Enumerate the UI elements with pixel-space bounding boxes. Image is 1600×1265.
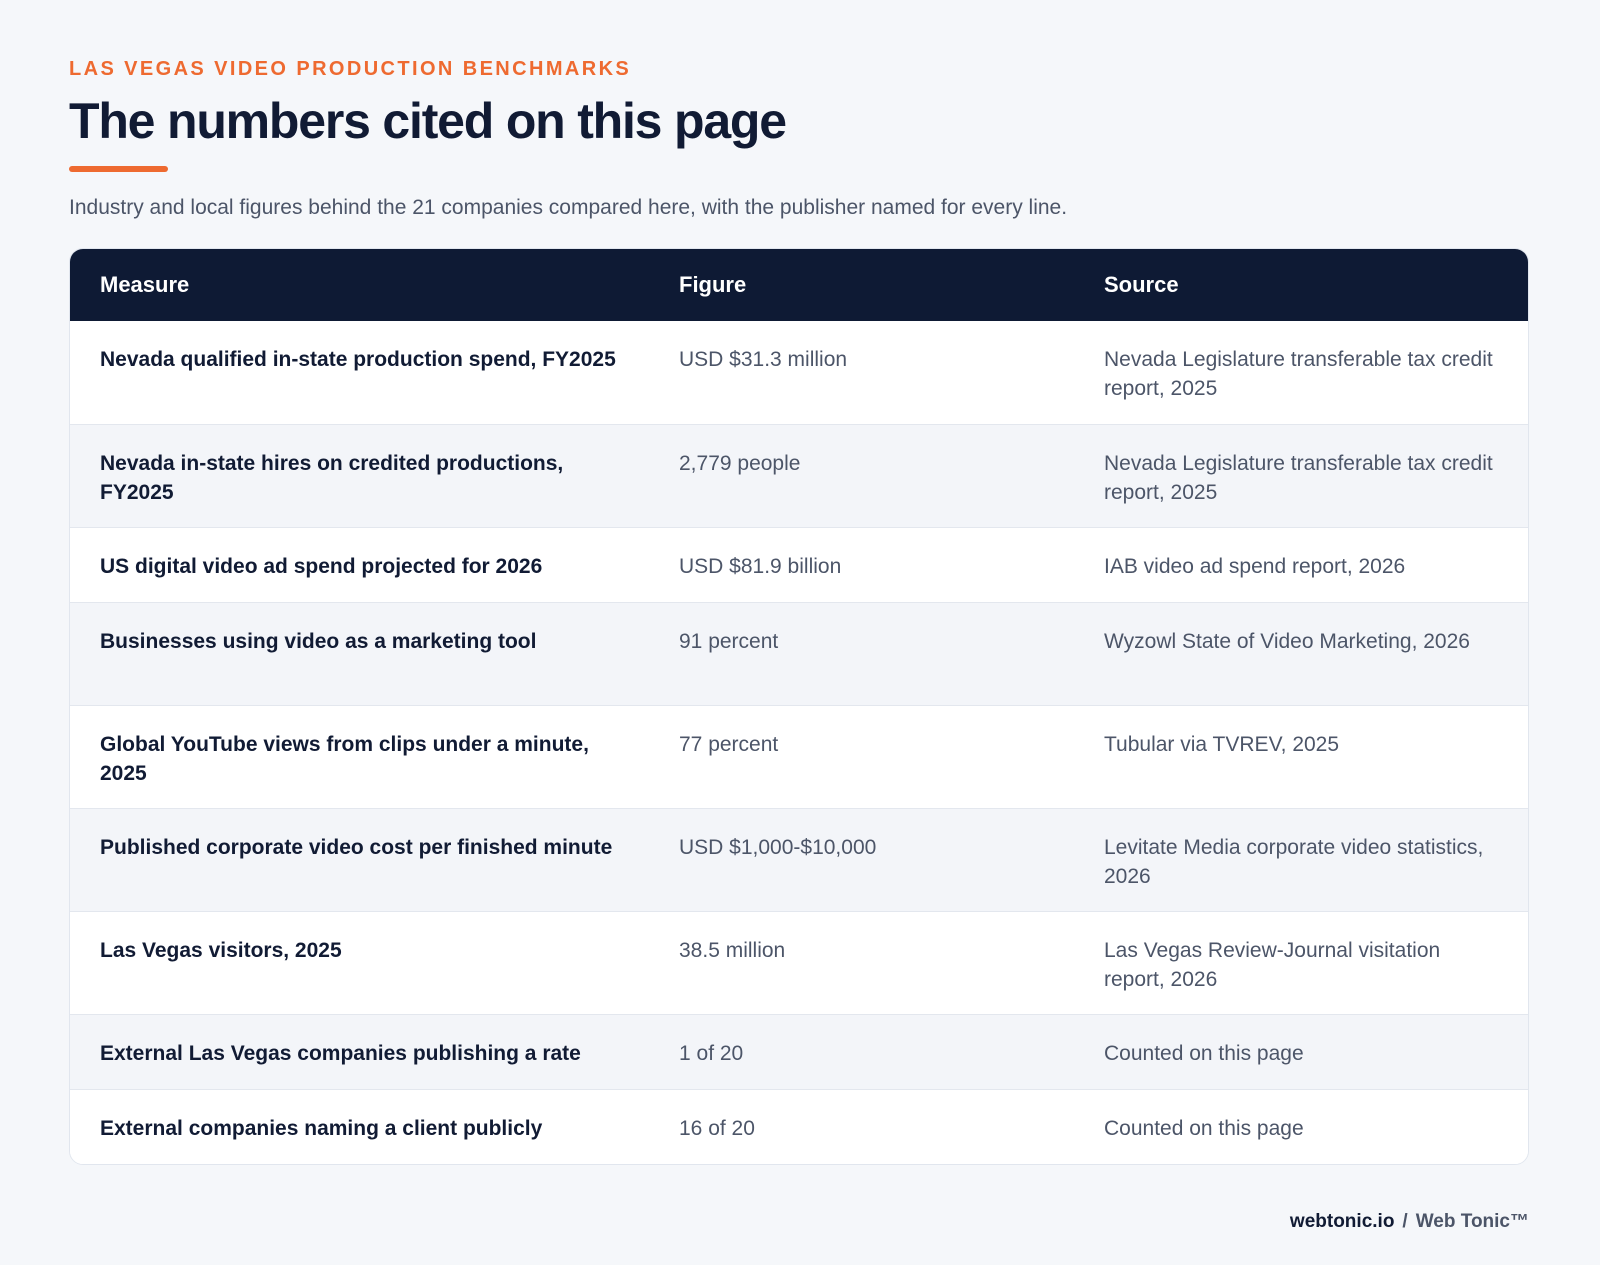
figure-cell: 1 of 20 xyxy=(679,1042,744,1065)
measure-cell: Las Vegas visitors, 2025 xyxy=(100,939,342,962)
source-cell: Wyzowl State of Video Marketing, 2026 xyxy=(1104,630,1470,653)
figure-cell: USD $1,000-$10,000 xyxy=(679,836,877,859)
source-cell: Counted on this page xyxy=(1104,1117,1304,1140)
table-row xyxy=(70,911,1528,1014)
figure-cell: USD $31.3 million xyxy=(679,348,848,371)
measure-cell: US digital video ad spend projected for 2026 xyxy=(100,555,543,578)
measure-cell: Nevada in-state hires on credited productions, FY2025 xyxy=(100,452,564,504)
measure-cell: Global YouTube views from clips under a minute, 2025 xyxy=(100,733,589,785)
table-row xyxy=(70,527,1528,602)
source-cell: Nevada Legislature transferable tax credit report, 2025 xyxy=(1104,452,1493,504)
figure-cell: 2,779 people xyxy=(679,452,801,475)
source-cell: Tubular via TVREV, 2025 xyxy=(1104,733,1340,756)
figure-cell: 77 percent xyxy=(679,733,779,756)
footer-site: webtonic.io xyxy=(1289,1211,1395,1232)
table-body xyxy=(70,321,1528,1164)
table-row xyxy=(70,1089,1528,1164)
figure-cell: 16 of 20 xyxy=(679,1117,755,1140)
source-cell: Las Vegas Review-Journal visitation report, 2026 xyxy=(1104,939,1441,991)
table-row xyxy=(70,424,1528,527)
measure-cell: External companies naming a client publicly xyxy=(100,1117,543,1140)
table-row xyxy=(70,808,1528,911)
source-cell: Nevada Legislature transferable tax credit report, 2025 xyxy=(1104,348,1493,400)
footer-brand: Web Tonic™ xyxy=(1415,1211,1529,1232)
figure-cell: 38.5 million xyxy=(679,939,786,962)
column-header-measure: Measure xyxy=(100,272,190,297)
eyebrow-label: LAS VEGAS VIDEO PRODUCTION BENCHMARKS xyxy=(69,58,632,80)
footer-separator: / xyxy=(1402,1211,1408,1232)
measure-cell: Businesses using video as a marketing tool xyxy=(100,630,537,653)
table-row xyxy=(70,705,1528,808)
page-title: The numbers cited on this page xyxy=(69,93,786,149)
source-cell: Counted on this page xyxy=(1104,1042,1304,1065)
accent-divider xyxy=(69,166,168,172)
source-cell: IAB video ad spend report, 2026 xyxy=(1104,555,1406,578)
source-cell: Levitate Media corporate video statistics, 2026 xyxy=(1104,836,1484,888)
table-row xyxy=(70,1014,1528,1089)
table-header xyxy=(70,249,1528,321)
table-row xyxy=(70,321,1528,424)
footer-credit xyxy=(1290,1211,1529,1233)
figure-cell: USD $81.9 billion xyxy=(679,555,842,578)
page-subtitle: Industry and local figures behind the 21 companies compared here, with the publisher named for every line. xyxy=(69,196,1068,219)
measure-cell: Nevada qualified in-state production spend, FY2025 xyxy=(100,348,616,371)
measure-cell: Published corporate video cost per finished minute xyxy=(100,836,613,859)
table-row xyxy=(70,602,1528,705)
column-header-source: Source xyxy=(1104,272,1179,297)
figure-cell: 91 percent xyxy=(679,630,779,653)
column-header-figure: Figure xyxy=(679,272,747,297)
measure-cell: External Las Vegas companies publishing a rate xyxy=(100,1042,581,1065)
benchmarks-table xyxy=(69,248,1529,1165)
